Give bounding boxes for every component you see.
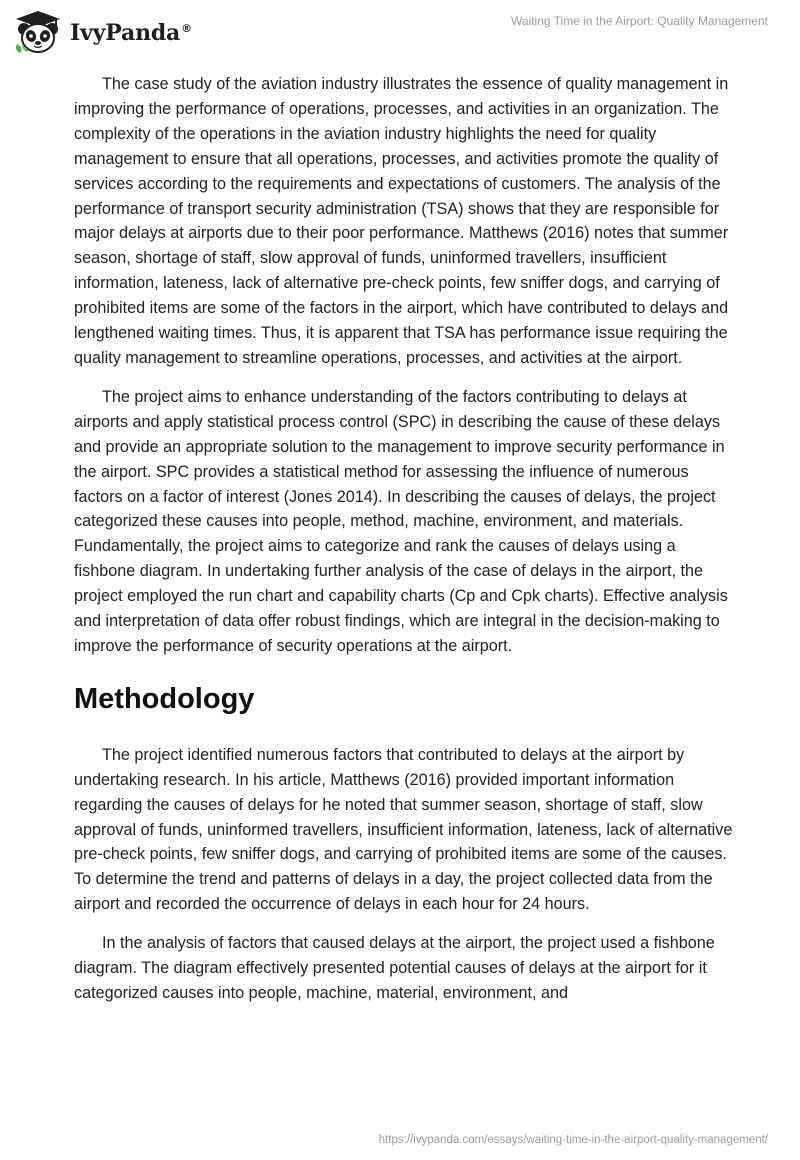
- paragraph: In the analysis of factors that caused delays at the airport, the project used a fishbone diagram. The diagram effectively presented potential causes of delays at the airport for it categorized causes into people, machine, material, environment, and: [74, 934, 715, 1002]
- brand-name: [70, 20, 192, 46]
- document-title: Waiting Time in the Airport: Quality Management: [510, 14, 768, 28]
- paragraph: The project identified numerous factors that contributed to delays at the airport by undertaking research. In his article, Matthews (2016) provided important information regarding the causes of delays for he noted that summer season, shortage of staff, slow approval of funds, uninformed travellers, insufficient information, lateness, lack of alternative pre-check points, few sniffer dogs, and carrying of prohibited items are some of the causes. To determine the trend and patterns of delays in a day, the project collected data from the airport and recorded the occurrence of delays in each hour for 24 hours.: [74, 745, 733, 914]
- registered-mark: ®: [181, 21, 192, 35]
- brand-text: IvyPanda: [70, 20, 181, 46]
- panda-graduate-icon: [14, 10, 62, 54]
- ivypanda-logo[interactable]: [14, 10, 192, 54]
- section-heading-methodology: Methodology: [74, 682, 255, 715]
- source-url[interactable]: https://ivypanda.com/essays/waiting-time-in-the-airport-quality-management/: [378, 1134, 768, 1146]
- essay-body: [74, 72, 734, 1020]
- paragraph: The case study of the aviation industry illustrates the essence of quality management in improving the performance of operations, processes, and activities in an organization. The complexity of the operations in the aviation industry highlights the need for quality management to ensure that all operations, processes, and activities promote the quality of services according to the requirements and expectations of customers. The analysis of the performance of transport security administration (TSA) shows that they are responsible for major delays at airports due to their poor performance. Matthews (2016) notes that summer season, shortage of staff, slow approval of funds, uninformed travellers, insufficient information, lateness, lack of alternative pre-check points, few sniffer dogs, and carrying of prohibited items are some of the factors in the airport, which have contributed to delays and lengthened waiting times. Thus, it is apparent that TSA has performance issue requiring the quality management to streamline operations, processes, and activities at the airport.: [74, 75, 729, 367]
- page-header: [0, 0, 800, 60]
- paragraph: The project aims to enhance understanding of the factors contributing to delays at airports and apply statistical process control (SPC) in describing the cause of these delays and provide an appropriate solution to the management to improve security performance in the airport. SPC provides a statistical method for assessing the influence of numerous factors on a factor of interest (Jones 2014). In describing the causes of delays, the project categorized these causes into people, method, machine, environment, and materials. Fundamentally, the project aims to categorize and rank the causes of delays using a fishbone diagram. In undertaking further analysis of the case of delays in the airport, the project employed the run chart and capability charts (Cp and Cpk charts). Effective analysis and interpretation of data offer robust findings, which are integral in the decision-making to improve the performance of security operations at the airport.: [74, 387, 728, 655]
